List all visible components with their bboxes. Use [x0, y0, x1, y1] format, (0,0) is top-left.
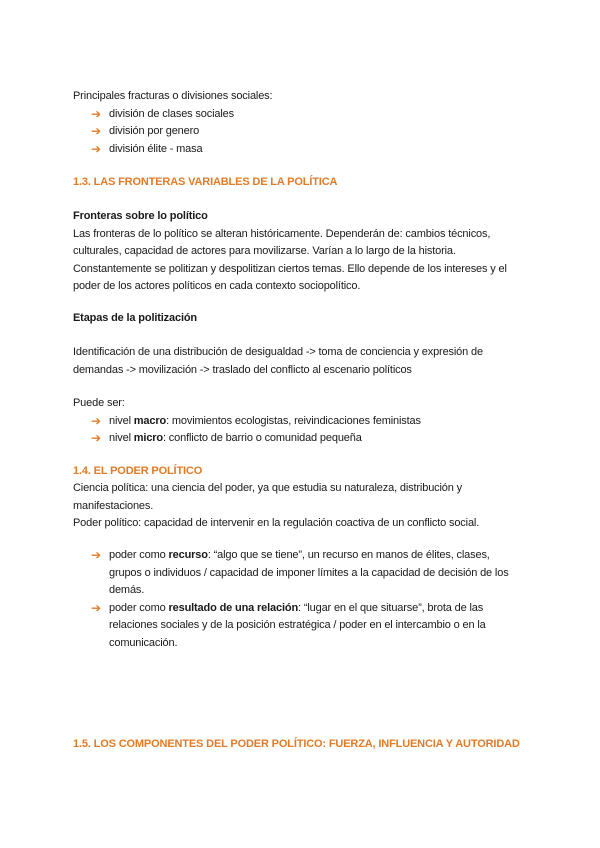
arrow-right-icon: ➔: [91, 413, 101, 428]
list-item: ➔ poder como resultado de una relación: “lugar en el que situarse”, brota de las relaciones sociales y de la posición estratégica / poder en el intercambio o en la comunicación.: [91, 600, 486, 649]
puede-ser-label: Puede ser:: [73, 397, 125, 409]
stages-paragraph: [73, 344, 483, 379]
section-1-3-body: [73, 208, 507, 296]
text-line: Identificación de una distribución de desigualdad -> toma de conciencia y expresión de: [73, 346, 483, 358]
subheading-etapas: Etapas de la politización: [73, 312, 198, 324]
levels-list: [73, 413, 421, 448]
power-list: [73, 547, 509, 652]
text-line: Las fronteras de lo político se alteran históricamente. Dependerán de: cambios técnicos,: [73, 227, 491, 240]
subheading-fronteras: Fronteras sobre lo político: [73, 210, 208, 222]
arrow-right-icon: ➔: [91, 124, 101, 138]
text-line: Constantemente se politizan y despolitizan ciertos temas. Ello depende de los intereses y el: [73, 262, 507, 275]
arrow-right-icon: ➔: [91, 431, 101, 445]
list-item: ➔ división élite - masa: [73, 141, 272, 159]
section-1-4-body: [73, 480, 479, 533]
section-heading-1-4: 1.4. EL PODER POLÍTICO: [73, 465, 203, 477]
text-line: Poder político: capacidad de intervenir en la regulación coactiva de un conflicto social.: [73, 517, 480, 529]
arrow-right-icon: ➔: [91, 106, 101, 121]
text-line: demandas -> movilización -> traslado del conflicto al escenario políticos: [73, 363, 412, 376]
list-item: ➔ división por genero: [73, 123, 272, 141]
section-heading-1-3: 1.3. LAS FRONTERAS VARIABLES DE LA POLÍTICA: [73, 176, 338, 188]
intro-list: [73, 106, 272, 159]
arrow-right-icon: ➔: [91, 548, 101, 562]
text-line: poder de los actores políticos en cada contexto sociopolítico.: [73, 280, 361, 292]
list-item: ➔ nivel micro: conflicto de barrio o comunidad pequeña: [73, 430, 421, 448]
arrow-right-icon: ➔: [91, 141, 101, 156]
text-line: culturales, capacidad de actores para movilizarse. Varían a lo largo de la historia.: [73, 245, 456, 257]
levels-block: [73, 395, 421, 448]
arrow-right-icon: ➔: [91, 600, 101, 615]
intro-block: [73, 88, 272, 158]
section-heading-1-5: 1.5. LOS COMPONENTES DEL PODER POLÍTICO: FUERZA, INFLUENCIA Y AUTORIDAD: [73, 738, 520, 750]
list-item: ➔ poder como recurso: “algo que se tiene”, un recurso en manos de élites, clases, grupos o individuos / capacidad de imponer límites a la capacidad de decisión de los demás.: [91, 548, 509, 596]
list-item: ➔ nivel macro: movimientos ecologistas, reivindicaciones feministas: [73, 413, 421, 431]
text-line: manifestaciones.: [73, 499, 154, 512]
intro-lead: Principales fracturas o divisiones sociales:: [73, 90, 273, 102]
list-item: ➔ división de clases sociales: [73, 106, 272, 124]
text-line: Ciencia política: una ciencia del poder, ya que estudia su naturaleza, distribución y: [73, 482, 462, 494]
